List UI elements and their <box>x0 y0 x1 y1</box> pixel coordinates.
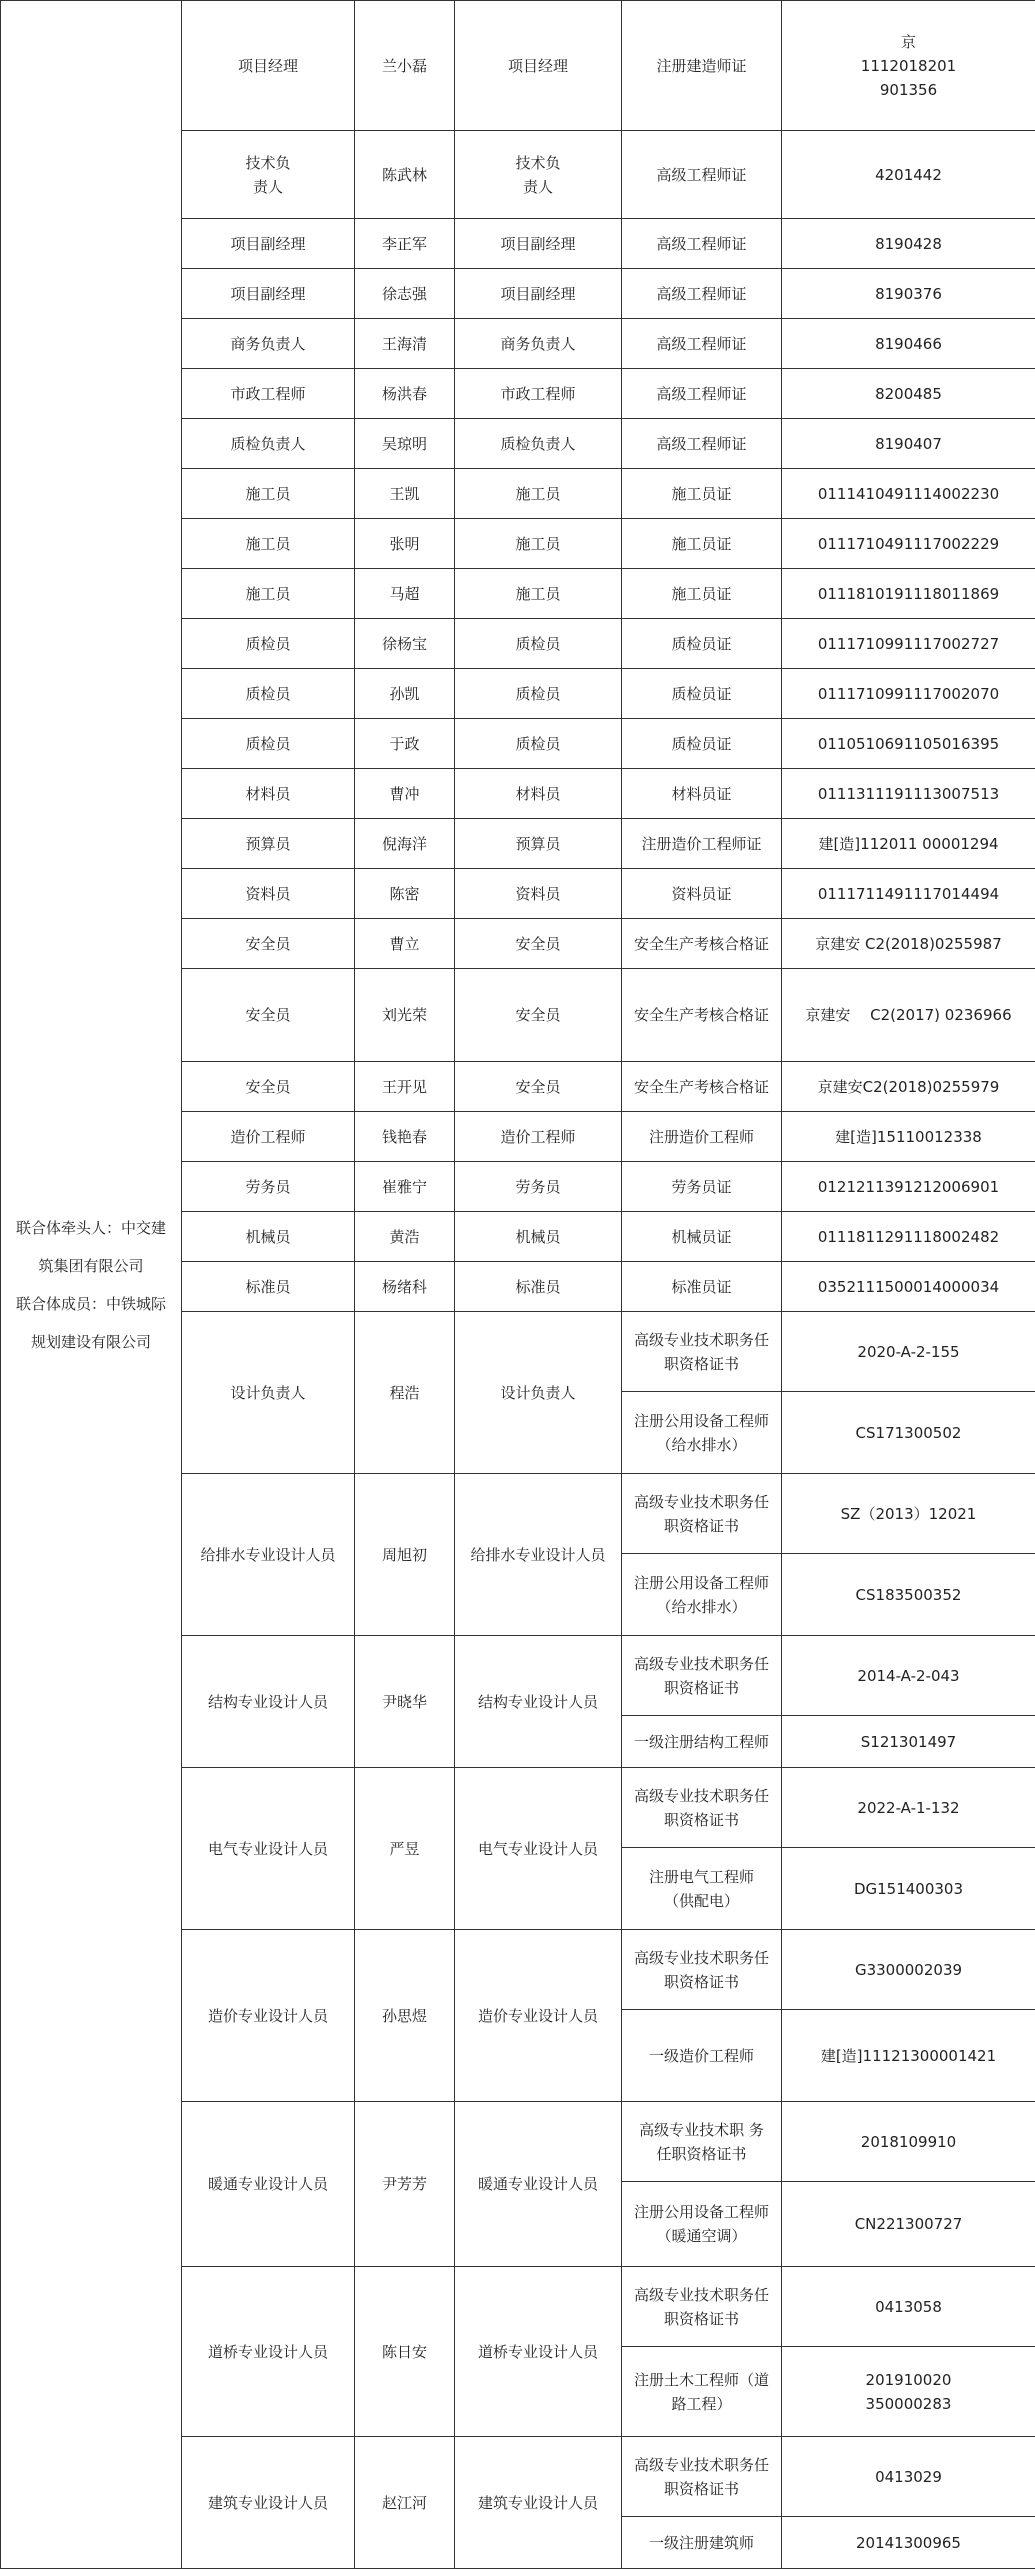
certificate-number-cell <box>782 2437 1035 2517</box>
name-cell: 程浩 <box>355 1312 455 1474</box>
certificate-cell <box>622 1636 782 1716</box>
role-cell: 安全员 <box>182 969 355 1062</box>
certificate-cell <box>622 1716 782 1768</box>
certificate-text: 劳务员证 <box>626 1175 777 1199</box>
certificate-text: 注册公用设备工程师 <box>626 1409 777 1433</box>
certificate-number-cell <box>782 1262 1035 1312</box>
certificate-cell <box>622 2010 782 2102</box>
title-cell: 质检员 <box>455 719 622 769</box>
certificate-number: S121301497 <box>786 1730 1031 1754</box>
certificate-text: 高级工程师证 <box>626 332 777 356</box>
title-cell: 项目副经理 <box>455 219 622 269</box>
certificate-number: DG151400303 <box>786 1877 1031 1901</box>
certificate-cell <box>622 1848 782 1930</box>
certificate-cell <box>622 1062 782 1112</box>
certificate-cell <box>622 319 782 369</box>
name-cell: 赵江河 <box>355 2437 455 2569</box>
certificate-text: 质检员证 <box>626 632 777 656</box>
title-cell: 市政工程师 <box>455 369 622 419</box>
certificate-number: 8190407 <box>786 432 1031 456</box>
certificate-cell <box>622 869 782 919</box>
certificate-number-cell <box>782 1112 1035 1162</box>
certificate-number: 0111710991117002070 <box>786 682 1031 706</box>
certificate-number-cell <box>782 2182 1035 2267</box>
certificate-cell <box>622 1 782 131</box>
certificate-number-cell <box>782 219 1035 269</box>
name-cell: 王海清 <box>355 319 455 369</box>
certificate-cell <box>622 469 782 519</box>
certificate-number: 2018109910 <box>786 2130 1031 2154</box>
role-cell: 造价工程师 <box>182 1112 355 1162</box>
certificate-number: CS183500352 <box>786 1583 1031 1607</box>
title-cell <box>455 131 622 219</box>
certificate-cell <box>622 1392 782 1474</box>
certificate-number-cell <box>782 1768 1035 1848</box>
title-cell: 施工员 <box>455 469 622 519</box>
name-cell: 尹芳芳 <box>355 2102 455 2267</box>
title-cell: 质检负责人 <box>455 419 622 469</box>
certificate-text: （给水排水） <box>626 1433 777 1457</box>
certificate-number: 2022-A-1-132 <box>786 1796 1031 1820</box>
title-cell: 安全员 <box>455 969 622 1062</box>
role-cell: 质检员 <box>182 669 355 719</box>
role-cell: 结构专业设计人员 <box>182 1636 355 1768</box>
certificate-text: 质检员证 <box>626 682 777 706</box>
certificate-text: 职资格证书 <box>626 2307 777 2331</box>
name-cell: 吴琼明 <box>355 419 455 469</box>
certificate-number-cell <box>782 719 1035 769</box>
name-cell: 兰小磊 <box>355 1 455 131</box>
certificate-text: 高级专业技术职务任 <box>626 1328 777 1352</box>
consortium-text: 筑集团有限公司 <box>7 1247 175 1285</box>
certificate-cell <box>622 619 782 669</box>
certificate-text: （供配电） <box>626 1889 777 1913</box>
name-cell: 孙凯 <box>355 669 455 719</box>
certificate-number-cell <box>782 569 1035 619</box>
certificate-number-cell <box>782 1 1035 131</box>
name-cell: 于政 <box>355 719 455 769</box>
role-cell: 商务负责人 <box>182 319 355 369</box>
title-cell: 项目经理 <box>455 1 622 131</box>
certificate-number-cell <box>782 769 1035 819</box>
certificate-text: 高级工程师证 <box>626 432 777 456</box>
certificate-number: G3300002039 <box>786 1958 1031 1982</box>
certificate-cell <box>622 519 782 569</box>
title-cell: 安全员 <box>455 1062 622 1112</box>
title-cell: 商务负责人 <box>455 319 622 369</box>
certificate-text: 高级工程师证 <box>626 382 777 406</box>
certificate-number: 0111810191118011869 <box>786 582 1031 606</box>
certificate-number: 0121211391212006901 <box>786 1175 1031 1199</box>
certificate-text: 安全生产考核合格证 <box>626 1003 777 1027</box>
name-cell: 钱艳春 <box>355 1112 455 1162</box>
name-cell: 王凯 <box>355 469 455 519</box>
role-cell: 劳务员 <box>182 1162 355 1212</box>
certificate-text: （暖通空调） <box>626 2224 777 2248</box>
title-cell: 建筑专业设计人员 <box>455 2437 622 2569</box>
certificate-text: 注册造价工程师证 <box>626 832 777 856</box>
certificate-number-cell <box>782 1636 1035 1716</box>
certificate-text: 职资格证书 <box>626 2477 777 2501</box>
role-cell: 标准员 <box>182 1262 355 1312</box>
certificate-cell <box>622 819 782 869</box>
title-text: 责人 <box>459 175 617 199</box>
certificate-number-cell <box>782 1062 1035 1112</box>
certificate-cell <box>622 2347 782 2437</box>
certificate-number: 京建安 C2(2017) 0236966 <box>786 1003 1031 1027</box>
name-cell: 刘光荣 <box>355 969 455 1062</box>
certificate-text: 高级专业技术职务任 <box>626 2283 777 2307</box>
role-cell: 项目副经理 <box>182 269 355 319</box>
title-cell: 施工员 <box>455 519 622 569</box>
certificate-number: 0111811291118002482 <box>786 1225 1031 1249</box>
certificate-number: 350000283 <box>786 2392 1031 2416</box>
table-body <box>1 1 1035 2569</box>
name-cell: 严昱 <box>355 1768 455 1930</box>
role-cell: 质检员 <box>182 619 355 669</box>
certificate-number-cell <box>782 369 1035 419</box>
title-cell: 施工员 <box>455 569 622 619</box>
role-cell: 机械员 <box>182 1212 355 1262</box>
certificate-text: 高级专业技术职务任 <box>626 1946 777 1970</box>
table-row <box>1 1 1035 131</box>
name-cell: 徐志强 <box>355 269 455 319</box>
certificate-number: 8190466 <box>786 332 1031 356</box>
certificate-number-cell <box>782 2517 1035 2569</box>
certificate-text: 高级专业技术职务任 <box>626 2453 777 2477</box>
title-cell: 质检员 <box>455 669 622 719</box>
certificate-number-cell <box>782 131 1035 219</box>
title-cell: 材料员 <box>455 769 622 819</box>
certificate-text: 施工员证 <box>626 532 777 556</box>
consortium-cell <box>1 1 182 2569</box>
certificate-number-cell <box>782 1312 1035 1392</box>
role-cell: 施工员 <box>182 469 355 519</box>
certificate-text: 一级造价工程师 <box>626 2044 777 2068</box>
role-cell: 质检员 <box>182 719 355 769</box>
certificate-cell <box>622 1474 782 1554</box>
title-cell: 结构专业设计人员 <box>455 1636 622 1768</box>
certificate-number-cell <box>782 2347 1035 2437</box>
certificate-text: 高级工程师证 <box>626 232 777 256</box>
certificate-number: 20141300965 <box>786 2531 1031 2555</box>
certificate-number: 京建安C2(2018)0255979 <box>786 1075 1031 1099</box>
consortium-text: 联合体牵头人：中交建 <box>7 1209 175 1247</box>
certificate-cell <box>622 769 782 819</box>
certificate-number-cell <box>782 919 1035 969</box>
name-cell: 崔雅宁 <box>355 1162 455 1212</box>
title-cell: 机械员 <box>455 1212 622 1262</box>
role-cell: 给排水专业设计人员 <box>182 1474 355 1636</box>
certificate-text: 质检员证 <box>626 732 777 756</box>
role-cell: 造价专业设计人员 <box>182 1930 355 2102</box>
title-cell: 安全员 <box>455 919 622 969</box>
name-cell: 杨洪春 <box>355 369 455 419</box>
name-cell: 陈密 <box>355 869 455 919</box>
certificate-number: 建[造]112011 00001294 <box>786 832 1031 856</box>
certificate-cell <box>622 1262 782 1312</box>
certificate-text: 注册土木工程师（道 <box>626 2368 777 2392</box>
certificate-cell <box>622 1768 782 1848</box>
certificate-number-cell <box>782 519 1035 569</box>
certificate-text: 资料员证 <box>626 882 777 906</box>
title-cell: 预算员 <box>455 819 622 869</box>
certificate-number: 0111311191113007513 <box>786 782 1031 806</box>
certificate-cell <box>622 369 782 419</box>
role-cell: 安全员 <box>182 919 355 969</box>
name-cell: 黄浩 <box>355 1212 455 1262</box>
consortium-text: 规划建设有限公司 <box>7 1323 175 1361</box>
certificate-cell <box>622 219 782 269</box>
role-cell: 资料员 <box>182 869 355 919</box>
certificate-text: 注册建造师证 <box>626 54 777 78</box>
certificate-text: 安全生产考核合格证 <box>626 1075 777 1099</box>
role-cell: 安全员 <box>182 1062 355 1112</box>
certificate-text: 施工员证 <box>626 582 777 606</box>
certificate-number-cell <box>782 319 1035 369</box>
certificate-number: 0111710991117002727 <box>786 632 1031 656</box>
certificate-number: 901356 <box>786 78 1031 102</box>
certificate-number: CS171300502 <box>786 1421 1031 1445</box>
certificate-number: 建[造]11121300001421 <box>786 2044 1031 2068</box>
certificate-number: CN221300727 <box>786 2212 1031 2236</box>
certificate-text: 高级专业技术职务任 <box>626 1784 777 1808</box>
certificate-cell <box>622 919 782 969</box>
role-cell: 设计负责人 <box>182 1312 355 1474</box>
certificate-text: 注册公用设备工程师 <box>626 1571 777 1595</box>
name-cell: 徐杨宝 <box>355 619 455 669</box>
certificate-text: 高级专业技术职务任 <box>626 1652 777 1676</box>
role-cell: 市政工程师 <box>182 369 355 419</box>
title-cell: 给排水专业设计人员 <box>455 1474 622 1636</box>
certificate-number-cell <box>782 2102 1035 2182</box>
certificate-number-cell <box>782 1930 1035 2010</box>
certificate-number-cell <box>782 619 1035 669</box>
certificate-number-cell <box>782 1716 1035 1768</box>
certificate-number: 2014-A-2-043 <box>786 1664 1031 1688</box>
certificate-number: 京建安 C2(2018)0255987 <box>786 932 1031 956</box>
certificate-number-cell <box>782 2267 1035 2347</box>
certificate-number-cell <box>782 419 1035 469</box>
certificate-text: 职资格证书 <box>626 1970 777 1994</box>
certificate-cell <box>622 1162 782 1212</box>
role-cell: 质检负责人 <box>182 419 355 469</box>
certificate-number-cell <box>782 1848 1035 1930</box>
title-cell: 标准员 <box>455 1262 622 1312</box>
role-cell: 道桥专业设计人员 <box>182 2267 355 2437</box>
certificate-number-cell <box>782 1474 1035 1554</box>
certificate-cell <box>622 2267 782 2347</box>
certificate-number-cell <box>782 269 1035 319</box>
certificate-number-cell <box>782 1212 1035 1262</box>
certificate-number: SZ（2013）12021 <box>786 1502 1031 1526</box>
title-cell: 造价专业设计人员 <box>455 1930 622 2102</box>
certificate-number: 0110510691105016395 <box>786 732 1031 756</box>
certificate-number-cell <box>782 819 1035 869</box>
certificate-number: 0111710491117002229 <box>786 532 1031 556</box>
certificate-cell <box>622 2102 782 2182</box>
certificate-text: 注册公用设备工程师 <box>626 2200 777 2224</box>
certificate-text: 安全生产考核合格证 <box>626 932 777 956</box>
certificate-cell <box>622 719 782 769</box>
title-cell: 项目副经理 <box>455 269 622 319</box>
role-cell: 施工员 <box>182 569 355 619</box>
certificate-number: 1112018201 <box>786 54 1031 78</box>
certificate-number-cell <box>782 469 1035 519</box>
certificate-number-cell <box>782 1392 1035 1474</box>
certificate-cell <box>622 969 782 1062</box>
certificate-cell <box>622 2182 782 2267</box>
certificate-number: 8190376 <box>786 282 1031 306</box>
name-cell: 倪海洋 <box>355 819 455 869</box>
certificate-text: 职资格证书 <box>626 1676 777 1700</box>
certificate-cell <box>622 2517 782 2569</box>
role-cell: 施工员 <box>182 519 355 569</box>
title-cell: 道桥专业设计人员 <box>455 2267 622 2437</box>
title-cell: 质检员 <box>455 619 622 669</box>
certificate-text: 职资格证书 <box>626 1808 777 1832</box>
name-cell: 王开见 <box>355 1062 455 1112</box>
role-cell: 材料员 <box>182 769 355 819</box>
certificate-number-cell <box>782 2010 1035 2102</box>
certificate-text: 高级专业技术职 务 <box>626 2118 777 2142</box>
certificate-number: 8190428 <box>786 232 1031 256</box>
role-cell: 电气专业设计人员 <box>182 1768 355 1930</box>
certificate-cell <box>622 269 782 319</box>
certificate-text: 职资格证书 <box>626 1514 777 1538</box>
certificate-number-cell <box>782 1162 1035 1212</box>
certificate-cell <box>622 419 782 469</box>
consortium-text: 联合体成员：中铁城际 <box>7 1285 175 1323</box>
certificate-number-cell <box>782 1554 1035 1636</box>
certificate-text: （给水排水） <box>626 1595 777 1619</box>
title-cell: 设计负责人 <box>455 1312 622 1474</box>
name-cell: 孙思煜 <box>355 1930 455 2102</box>
role-cell: 项目经理 <box>182 1 355 131</box>
name-cell: 杨绪科 <box>355 1262 455 1312</box>
name-cell: 马超 <box>355 569 455 619</box>
title-cell: 暖通专业设计人员 <box>455 2102 622 2267</box>
certificate-number: 8200485 <box>786 382 1031 406</box>
name-cell: 张明 <box>355 519 455 569</box>
name-cell: 陈日安 <box>355 2267 455 2437</box>
certificate-number-cell <box>782 669 1035 719</box>
certificate-text: 一级注册结构工程师 <box>626 1730 777 1754</box>
certificate-number: 201910020 <box>786 2368 1031 2392</box>
name-cell: 曹冲 <box>355 769 455 819</box>
certificate-number: 京 <box>786 30 1031 54</box>
certificate-number: 4201442 <box>786 163 1031 187</box>
certificate-text: 路工程） <box>626 2392 777 2416</box>
title-cell: 劳务员 <box>455 1162 622 1212</box>
certificate-text: 材料员证 <box>626 782 777 806</box>
certificate-text: 注册电气工程师 <box>626 1865 777 1889</box>
certificate-cell <box>622 1212 782 1262</box>
role-cell: 建筑专业设计人员 <box>182 2437 355 2569</box>
name-cell: 陈武林 <box>355 131 455 219</box>
certificate-text: 任职资格证书 <box>626 2142 777 2166</box>
certificate-text: 机械员证 <box>626 1225 777 1249</box>
certificate-number: 建[造]15110012338 <box>786 1125 1031 1149</box>
certificate-text: 高级工程师证 <box>626 282 777 306</box>
certificate-text: 高级工程师证 <box>626 163 777 187</box>
role-text: 责人 <box>186 175 350 199</box>
title-cell: 电气专业设计人员 <box>455 1768 622 1930</box>
role-cell: 项目副经理 <box>182 219 355 269</box>
certificate-cell <box>622 1930 782 2010</box>
certificate-number: 0413058 <box>786 2295 1031 2319</box>
title-text: 技术负 <box>459 151 617 175</box>
name-cell: 曹立 <box>355 919 455 969</box>
certificate-number: 2020-A-2-155 <box>786 1340 1031 1364</box>
certificate-cell <box>622 1554 782 1636</box>
role-cell <box>182 131 355 219</box>
name-cell: 李正军 <box>355 219 455 269</box>
certificate-number-cell <box>782 869 1035 919</box>
role-cell: 暖通专业设计人员 <box>182 2102 355 2267</box>
name-cell: 尹晓华 <box>355 1636 455 1768</box>
certificate-text: 高级专业技术职务任 <box>626 1490 777 1514</box>
certificate-cell <box>622 669 782 719</box>
certificate-text: 标准员证 <box>626 1275 777 1299</box>
certificate-cell <box>622 1112 782 1162</box>
certificate-number-cell <box>782 969 1035 1062</box>
certificate-number: 0413029 <box>786 2465 1031 2489</box>
certificate-text: 一级注册建筑师 <box>626 2531 777 2555</box>
role-cell: 预算员 <box>182 819 355 869</box>
certificate-number: 01114104911140022​30 <box>786 482 1031 506</box>
title-cell: 造价工程师 <box>455 1112 622 1162</box>
name-cell: 周旭初 <box>355 1474 455 1636</box>
certificate-text: 职资格证书 <box>626 1352 777 1376</box>
certificate-text: 施工员证 <box>626 482 777 506</box>
certificate-cell <box>622 131 782 219</box>
certificate-number: 0352111500014000034 <box>786 1275 1031 1299</box>
title-cell: 资料员 <box>455 869 622 919</box>
role-text: 技术负 <box>186 151 350 175</box>
certificate-cell <box>622 569 782 619</box>
certificate-cell <box>622 2437 782 2517</box>
certificate-number: 0111711491117014494 <box>786 882 1031 906</box>
certificate-text: 注册造价工程师 <box>626 1125 777 1149</box>
certificate-cell <box>622 1312 782 1392</box>
